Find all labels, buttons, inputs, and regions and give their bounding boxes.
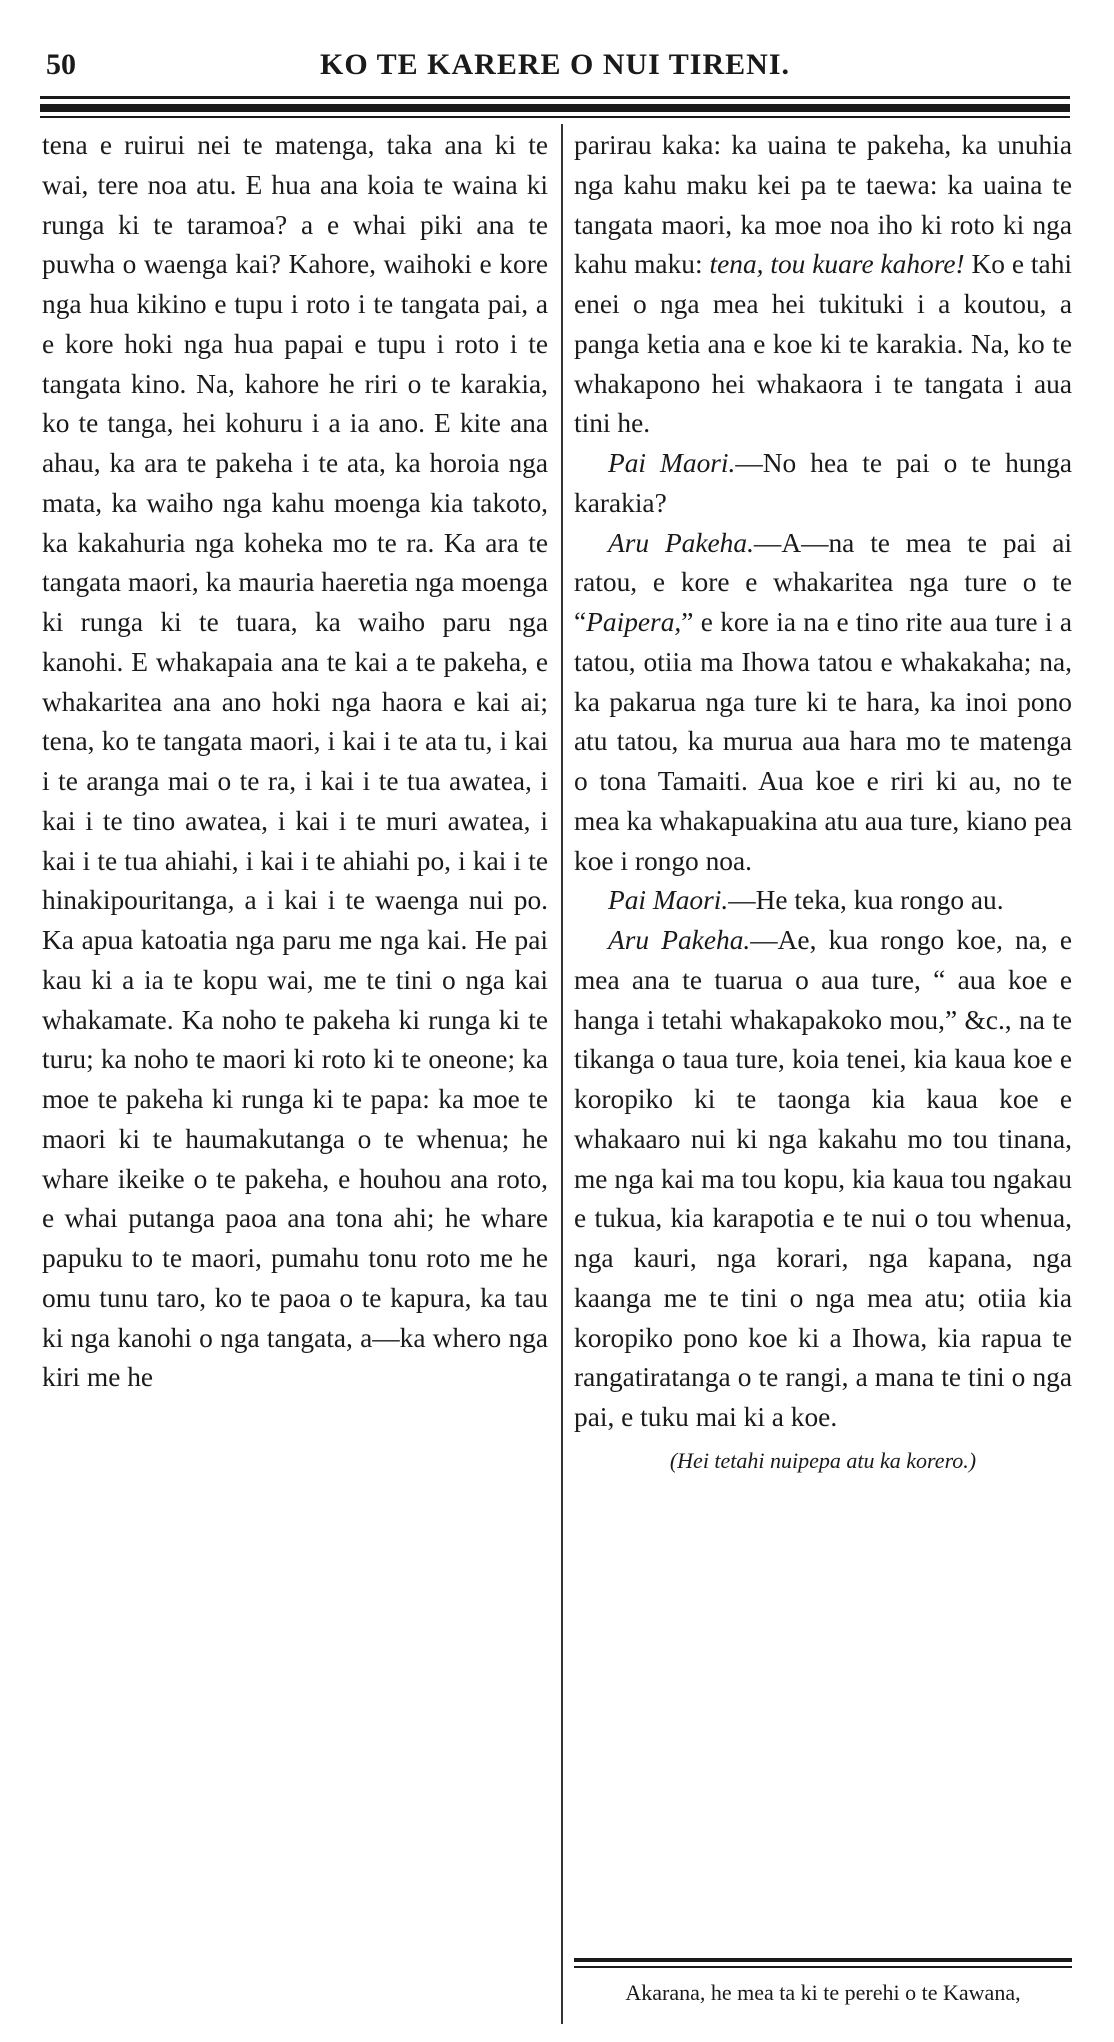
p1-text: parirau kaka: ka uaina te pakeha, ka unuhia nga kahu maku kei pa te taewa: ka uaina te tangata maori, ka moe noa iho ki roto ki nga kahu maku: (574, 130, 1072, 280)
right-paragraph-1 (574, 126, 1072, 444)
dialogue-text: ” e kore ia na e tino rite aua ture i a tatou, otiia ma Ihowa tatou e whakakaha; na, ka pakarua nga ture ki te hara, ka inoi pono atu tatou, ka murua aua hara mo te matenga o tona Tamaiti. Aua koe e riri ki au, no te mea ka whakapuakina atu aua ture, kiano pea koe i rongo noa. (574, 607, 1072, 876)
left-paragraph: tena e ruirui nei te matenga, taka ana ki te wai, tere noa atu. E hua ana koia te waina ki runga ki te taramoa? a e whai piki ana te puwha o waenga kai? Kahore, waihoki e kore nga hua kikino e tupu i roto i te tangata pai, a e kore hoki nga hua papai e tupu i roto i te tangata kino. Na, kahore he riri o te karakia, ko te tanga, hei kohuru i a ia ano. E kite ana ahau, ka ara te pakeha i te ata, ka horoia nga mata, ka waiho nga kahu moenga kia takoto, ka kakahuria nga koheka mo te ra. Ka ara te tangata maori, ka mauria haeretia nga moenga ki runga ki te tuara, ka waiho paru nga kanohi. E whakapaia ana te kai a te pakeha, e whakaritea ana ano hoki nga haora e kai ai; tena, ko te tangata maori, i kai i te ata tu, i kai i te aranga mai o te ra, i kai i te tua awatea, i kai i te tino awatea, i kai i te muri awatea, i kai i te tua ahiahi, i kai i te ahiahi po, i kai i te hinakipouritanga, a i kai i te waenga nui po. Ka apua katoatia nga paru me nga kai. He pai kau ki a ia te kopu wai, me te tini o nga kai whakamate. Ka noho te pakeha ki runga ki te turu; ka noho te maori ki roto ki te oneone; ka moe te pakeha ki runga ki te papa: ka moe te maori ki te haumakutanga o te whenua; he whare ikeike o te pakeha, e houhou ana roto, e whai putanga paoa ana tona ahi; he whare papuku to te maori, pumahu tonu roto me he omu tunu taro, ko te paoa o te kapura, ka tau ki nga kanohi o nga tangata, a—ka whero nga kiri me he (42, 130, 548, 1393)
running-title: KO TE KARERE O NUI TIRENI. (320, 48, 790, 81)
header-rule-top (40, 96, 1070, 99)
column-divider (561, 124, 563, 2024)
p1-tail: Ko e tahi enei o nga mea hei tukituki i a koutou, a panga ketia ana e koe ki te karakia. Na, ko te whakapono hei whakaora i te tangata i aua tini he. (574, 249, 1072, 439)
dialogue-text: —Ae, kua rongo koe, na, e mea ana te tuarua o aua ture, “ aua koe e hanga i tetahi whakapakoko mou,” &c., na te tikanga o taua ture, koia tenei, kia kaua koe e koropiko ki te taonga kia kaua koe e whakaaro nui ki nga kakahu mo tou tinana, me nga kai ma tou kopu, kia kaua tou ngakau e tukua, kia karapotia e te nui o tou whenua, nga kauri, nga korari, nga kapana, nga kaanga me te tini o nga mea atu; otiia kia koropiko pono koe ki a Ihowa, kia rapua te rangatiratanga o te rangi, a mana te tini o nga pai, e tuku mai ki a koe. (574, 925, 1072, 1432)
header-rule-thick (40, 104, 1070, 112)
paipera-italic: Paipera, (586, 607, 682, 637)
speaker-aru-pakeha: Aru Pakeha. (608, 925, 751, 955)
dialogue-pai-maori-2 (574, 881, 1072, 921)
page-number: 50 (46, 48, 76, 81)
dialogue-text: —No hea te pai o te hunga karakia? (574, 448, 1073, 518)
right-column (574, 126, 1072, 1476)
dialogue-text: —A—na te mea te pai ai ratou, e kore e whakaritea nga ture o te “ (574, 527, 1072, 637)
dialogue-aru-pakeha-1 (574, 524, 1072, 882)
closing-note: (Hei tetahi nuipepa atu ka korero.) (669, 1447, 977, 1473)
speaker-pai-maori: Pai Maori. (608, 885, 729, 916)
header-rule-bottom (40, 116, 1070, 118)
dialogue-text: —He teka, kua rongo au. (728, 885, 1004, 916)
printer-imprint: Akarana, he mea ta ki te perehi o te Kawana, (625, 1980, 1021, 2005)
speaker-pai-maori: Pai Maori. (608, 448, 736, 478)
footer-rule-thick (574, 1958, 1072, 1962)
dialogue-pai-maori-1 (574, 444, 1072, 524)
p1-italic: tena, tou kuare kahore! (709, 249, 965, 280)
speaker-aru-pakeha: Aru Pakeha. (608, 527, 754, 558)
footer-rule-thin (574, 1966, 1072, 1968)
left-column (42, 126, 548, 1398)
page-header (40, 44, 1070, 94)
dialogue-aru-pakeha-2 (574, 921, 1072, 1438)
